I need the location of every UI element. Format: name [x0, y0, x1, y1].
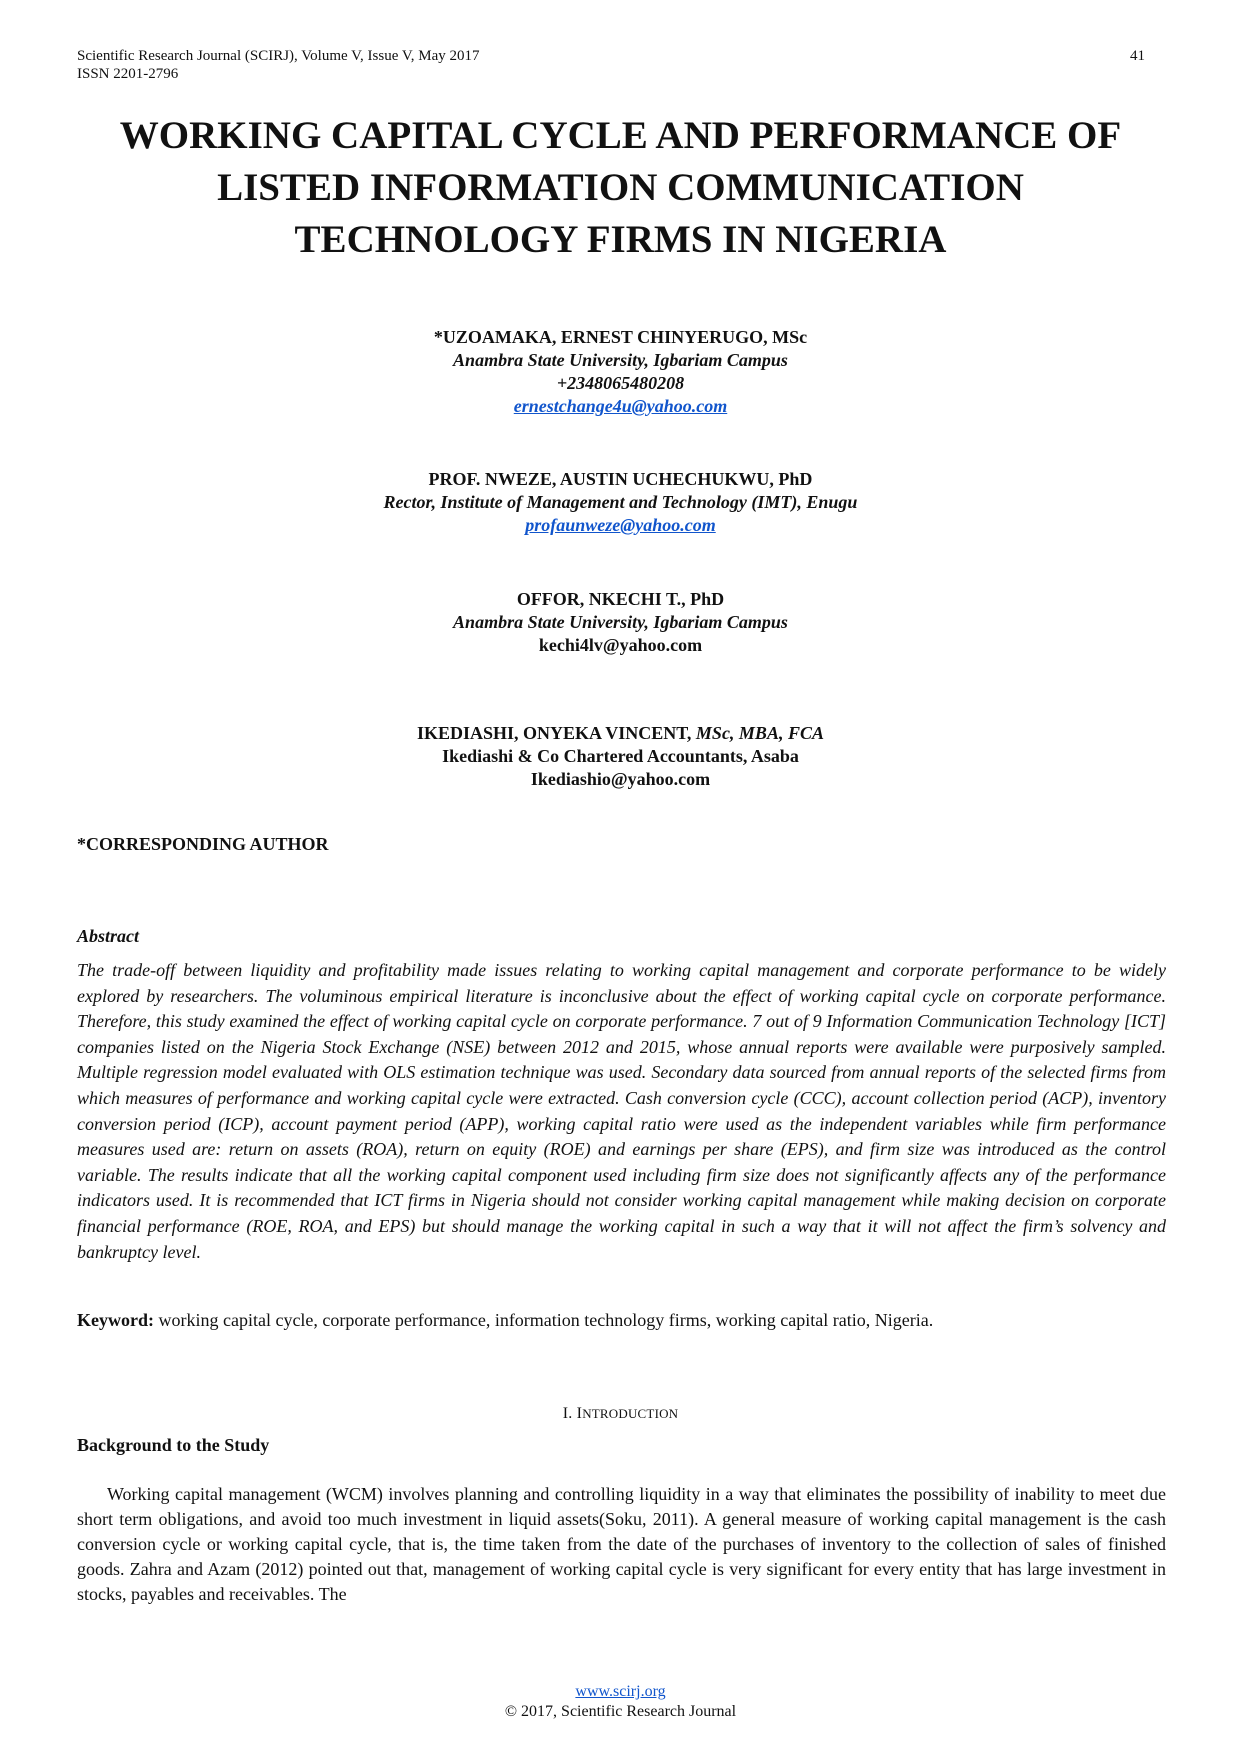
author-affiliation: Ikediashi & Co Chartered Accountants, Asaba: [442, 746, 799, 766]
abstract-heading: Abstract: [77, 926, 140, 946]
journal-header: Scientific Research Journal (SCIRJ), Volume V, Issue V, May 2017: [77, 48, 480, 64]
page-number: 41: [1130, 48, 1145, 64]
author-phone: +2348065480208: [556, 373, 685, 393]
author-block-2: [70, 468, 1171, 537]
author-email-link[interactable]: profaunweze@yahoo.com: [525, 515, 716, 535]
footer: [70, 1682, 1171, 1722]
author-affiliation: Anambra State University, Igbariam Campus: [453, 612, 788, 632]
abstract-text: The trade-off between liquidity and profitability made issues relating to working capital management and corporate performance to be widely explored by researchers. The voluminous empirical literature is inconclusive about the effect of working capital cycle on corporate performance. Therefore, this study examined the effect of working capital cycle on corporate performance. 7 out of 9 Information Communication Technology [ICT] companies listed on the Nigeria Stock Exchange (NSE) between 2012 and 2015, whose annual reports were available were purposively sampled. Multiple regression model evaluated with OLS estimation technique was used. Secondary data sourced from annual reports of the selected firms from which measures of performance and working capital cycle were extracted. Cash conversion cycle (CCC), account collection period (ACP), inventory conversion period (ICP), account payment period (APP), working capital ratio were used as the independent variables while firm performance measures used are: return on assets (ROA), return on equity (ROE) and earnings per share (EPS), and firm size was introduced as the control variable. The results indicate that all the working capital component used including firm size does not significantly affects any of the performance indicators used. It is recommended that ICT firms in Nigeria should not consider working capital management while making decision on corporate financial performance (ROE, ROA, and EPS) but should manage the working capital in such a way that it will not affect the firm’s solvency and bankruptcy level.: [77, 960, 1166, 1262]
body-paragraph: [77, 1482, 1166, 1607]
footer-url-link[interactable]: www.scirj.org: [575, 1683, 666, 1700]
keyword-label: Keyword:: [77, 1310, 154, 1330]
author-affiliation: Rector, Institute of Management and Technology (IMT), Enugu: [383, 492, 858, 512]
subsection-heading: Background to the Study: [77, 1435, 270, 1455]
author-degrees: MSc, MBA, FCA: [695, 723, 824, 743]
author-name: OFFOR, NKECHI T., PhD: [516, 589, 725, 609]
keyword-text: working capital cycle, corporate performance, information technology firms, working capital ratio, Nigeria.: [153, 1310, 934, 1330]
author-email: kechi4lv@yahoo.com: [538, 635, 703, 655]
corresponding-author-label: *CORRESPONDING AUTHOR: [77, 834, 329, 854]
section-heading-smallcaps: NTRODUCTION: [582, 1406, 679, 1421]
author-block-3: [70, 588, 1171, 657]
section-heading-introduction: [70, 1405, 1171, 1423]
footer-copyright: © 2017, Scientific Research Journal: [504, 1703, 737, 1720]
body-paragraph-text: Working capital management (WCM) involves planning and controlling liquidity in a way that eliminates the possibility of inability to meet due short term obligations, and avoid too much investment in liquid assets(Soku, 2011). A general measure of working capital management is the cash conversion cycle or working capital cycle, that is, the time taken from the date of the purchases of inventory to the collection of sales of finished goods. Zahra and Azam (2012) pointed out that, management of working capital cycle is very significant for every entity that has large investment in stocks, payables and receivables. The: [77, 1484, 1166, 1604]
author-name: *UZOAMAKA, ERNEST CHINYERUGO, MSc: [433, 327, 808, 347]
author-block-1: [70, 326, 1171, 418]
keyword-line: [77, 1310, 1166, 1331]
author-email: Ikediashio@yahoo.com: [530, 769, 711, 789]
title-line: WORKING CAPITAL CYCLE AND PERFORMANCE OF: [119, 114, 1122, 157]
author-name: PROF. NWEZE, AUSTIN UCHECHUKWU, PhD: [428, 469, 813, 489]
author-name-line: [70, 722, 1171, 745]
author-email-link[interactable]: ernestchange4u@yahoo.com: [513, 396, 728, 416]
title-line: LISTED INFORMATION COMMUNICATION: [217, 166, 1024, 209]
paper-title: [70, 110, 1171, 266]
issn-line: ISSN 2201-2796: [77, 66, 179, 82]
author-block-4: [70, 722, 1171, 791]
title-line: TECHNOLOGY FIRMS IN NIGERIA: [294, 218, 947, 261]
section-numeral: I. I: [562, 1405, 583, 1422]
author-affiliation: Anambra State University, Igbariam Campus: [453, 350, 788, 370]
author-name: IKEDIASHI, ONYEKA VINCENT,: [417, 723, 696, 743]
